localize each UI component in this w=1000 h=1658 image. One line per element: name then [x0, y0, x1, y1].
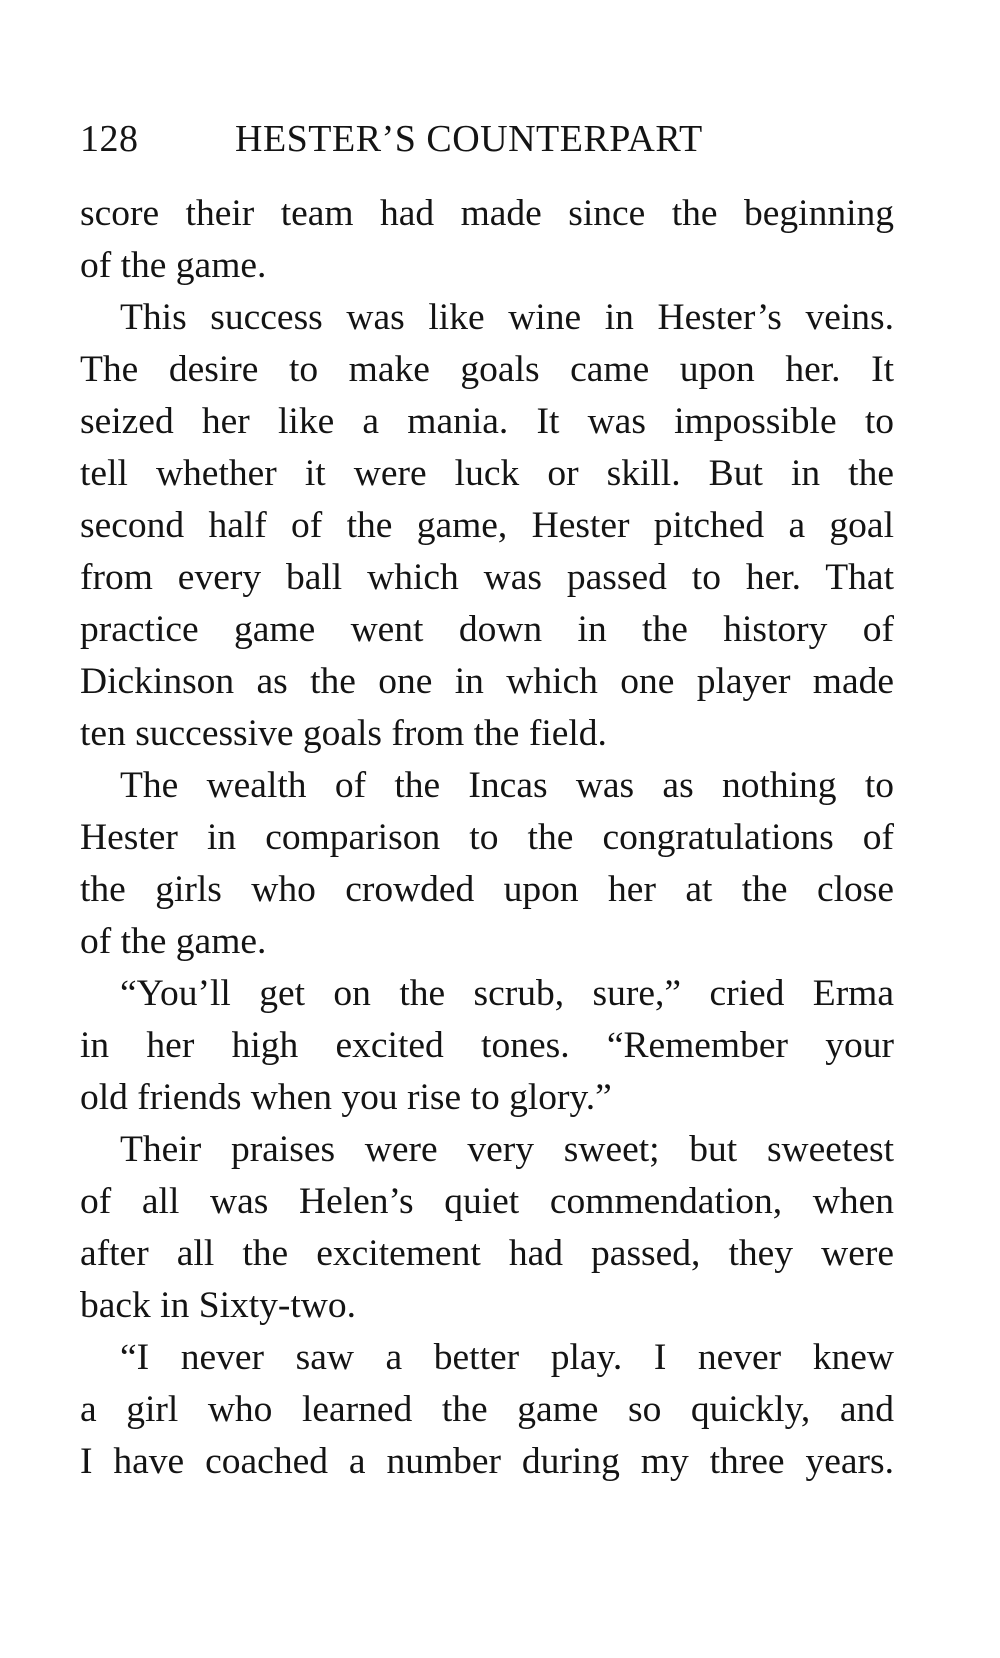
text-line: Dickinson as the one in which one player made [80, 661, 894, 702]
text-line: I have coached a number during my three years. [80, 1441, 894, 1482]
text-line: old friends when you rise to glory.” [80, 1077, 612, 1118]
text-line: “You’ll get on the scrub, sure,” cried Erma [120, 973, 894, 1014]
text-line: “I never saw a better play. I never knew [120, 1337, 894, 1378]
text-line: in her high excited tones. “Remember your [80, 1025, 894, 1066]
text-line: practice game went down in the history of [80, 609, 894, 650]
text-line: the girls who crowded upon her at the close [80, 869, 894, 910]
page-number: 128 [80, 118, 139, 160]
text-line: ten successive goals from the field. [80, 713, 607, 754]
book-title: HESTER’S COUNTERPART [235, 118, 703, 160]
text-line: Hester in comparison to the congratulations of [80, 817, 894, 858]
running-head [80, 114, 900, 164]
text-line: after all the excitement had passed, they were [80, 1233, 894, 1274]
text-line: tell whether it were luck or skill. But in the [80, 453, 894, 494]
text-line: of the game. [80, 245, 267, 286]
text-line: back in Sixty-two. [80, 1285, 357, 1326]
text-line: second half of the game, Hester pitched a goal [80, 505, 894, 546]
text-line: score their team had made since the beginning [80, 193, 894, 234]
text-line: Their praises were very sweet; but sweetest [120, 1129, 894, 1170]
text-line: seized her like a mania. It was impossible to [80, 401, 894, 442]
text-line: a girl who learned the game so quickly, and [80, 1389, 894, 1430]
text-line: from every ball which was passed to her. That [80, 557, 894, 598]
text-line: of all was Helen’s quiet commendation, when [80, 1181, 894, 1222]
text-line: The wealth of the Incas was as nothing to [120, 765, 894, 806]
text-line: The desire to make goals came upon her. It [80, 349, 894, 390]
body-text [80, 188, 894, 1488]
text-line: of the game. [80, 921, 267, 962]
text-line: This success was like wine in Hester’s veins. [120, 297, 894, 338]
